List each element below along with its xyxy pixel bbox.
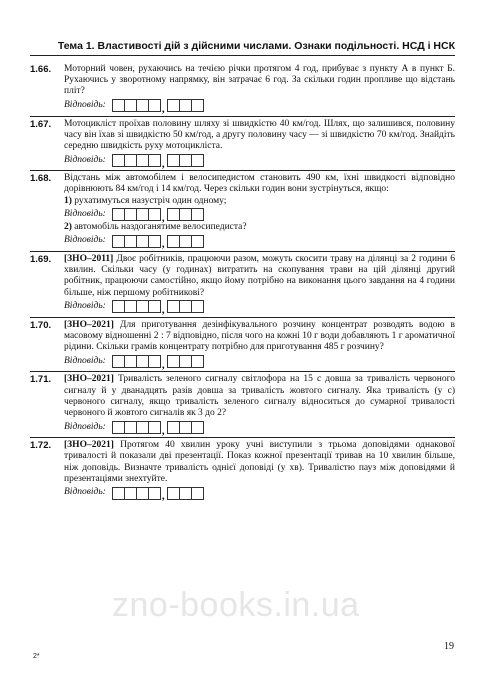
answer-cell[interactable] — [191, 487, 204, 500]
answer-row — [64, 300, 455, 314]
answer-cell[interactable] — [148, 154, 161, 167]
answer-cell[interactable] — [191, 99, 204, 112]
problem-1-69 — [30, 252, 455, 318]
problem-statement: Протягом 40 хвилин уроку учні виступили з трьома доповідями однакової тривалості й показали дві презентації. Показ кожної презентації тривав на 10 хвилин більше, ніж доповідь. Визначте тривалість однієї доповіді (у хв). Тривалістю пауз між доповідями й презентаціями знехтуйте. — [64, 440, 456, 484]
problem-1-68 — [30, 171, 455, 252]
answer-row — [64, 234, 455, 248]
answer-cell[interactable] — [191, 154, 204, 167]
answer-cell[interactable] — [148, 99, 161, 112]
problem-number: 1.70. — [30, 319, 52, 331]
problem-number: 1.67. — [30, 118, 52, 130]
problem-body — [64, 173, 455, 248]
problem-1-66 — [30, 62, 455, 117]
problem-body — [64, 374, 455, 434]
answer-cells — [112, 421, 203, 434]
decimal-comma — [161, 357, 166, 368]
problem-number: 1.71. — [30, 374, 52, 386]
problem-text — [64, 320, 455, 354]
answer-cell[interactable] — [148, 208, 161, 221]
answer-cell[interactable] — [148, 355, 161, 368]
problem-1-72 — [30, 438, 455, 503]
page-header: Тема 1. Властивості дій з дійсними числами. Ознаки подільності. НСД і НСК — [30, 40, 455, 56]
problem-body — [64, 320, 455, 369]
watermark: zno-books.in.ua — [112, 586, 360, 624]
exam-source: [ЗНО–2021] — [64, 440, 114, 451]
answer-label: Відповідь: — [64, 235, 106, 246]
subquestion-text: рухатимуться назустріч один одному; — [74, 195, 227, 206]
subquestion-label: 2) — [64, 221, 72, 232]
subquestion-2 — [64, 222, 455, 233]
answer-row — [64, 354, 455, 368]
problem-body — [64, 254, 455, 314]
answer-cells — [112, 300, 203, 313]
decimal-comma — [161, 156, 166, 167]
decimal-comma — [161, 489, 166, 500]
problem-text: Відстань між автомобілем і велосипедистом становить 490 км, їхні швидкості відповідно дорівнюють 84 км/год і 14 км/год. Через скільки годин вони зустрінуться, якщо: — [64, 173, 455, 195]
decimal-comma — [161, 302, 166, 313]
answer-cells — [112, 355, 203, 368]
subquestion-label: 1) — [64, 195, 72, 206]
problem-statement: Двоє робітників, працюючи разом, можуть скосити траву на ділянці за 2 години 6 хвилин. Скільки часу (у годинах) витратить на скопування трави на цій ділянці другий робітник, працюючи самостійно, якщо йому потрібно на виконання цього завдання на 4 години більше, ніж першому робітникові? — [64, 254, 456, 298]
problem-1-70 — [30, 318, 455, 373]
answer-cell[interactable] — [148, 300, 161, 313]
answer-cell[interactable] — [191, 300, 204, 313]
answer-cell[interactable] — [148, 421, 161, 434]
answer-label: Відповідь: — [64, 421, 106, 432]
print-signature-mark: 2* — [33, 653, 40, 660]
answer-row — [64, 420, 455, 434]
answer-cells — [112, 208, 203, 221]
exam-source: [ЗНО–2011] — [64, 254, 114, 265]
answer-row — [64, 486, 455, 500]
problem-text — [64, 374, 455, 419]
problem-body — [64, 64, 455, 113]
answer-label: Відповідь: — [64, 209, 106, 220]
answer-label: Відповідь: — [64, 355, 106, 366]
problem-number: 1.72. — [30, 440, 52, 452]
problem-statement: Тривалість зеленого сигналу світлофора на 15 с довша за тривалість червоного сигналу й у дванадцять разів довша за тривалість жовтого сигналу. Яка тривалість (у с) червоного сигналу, якщо тривалість зеленого сигналу відноситься до сумарної тривалості червоного й жовтого сигналів як 3 до 2? — [64, 374, 456, 419]
decimal-comma — [161, 101, 166, 112]
subquestion-1 — [64, 196, 455, 207]
subquestion-text: автомобіль наздоганятиме велосипедиста? — [74, 221, 247, 232]
answer-row — [64, 208, 455, 222]
answer-label: Відповідь: — [64, 100, 106, 110]
page-number: 19 — [444, 641, 454, 652]
problem-number: 1.66. — [30, 64, 52, 75]
decimal-comma — [161, 210, 166, 221]
answer-cell[interactable] — [148, 487, 161, 500]
answer-cells — [112, 154, 203, 167]
problem-list — [30, 62, 455, 503]
answer-row — [64, 99, 455, 113]
problem-1-67 — [30, 117, 455, 172]
answer-label: Відповідь: — [64, 301, 106, 312]
problem-text — [64, 440, 455, 485]
problem-body — [64, 119, 455, 168]
problem-text: Моторний човен, рухаючись на течією річки протягом 4 год, прибуває з пункту А в пункт Б. Рухаючись у зворотному напрямку, він затрачає 6 год. За скільки годин пропливе що відстань пліт? — [64, 64, 455, 97]
answer-cell[interactable] — [191, 421, 204, 434]
answer-label: Відповідь: — [64, 154, 106, 165]
answer-cell[interactable] — [191, 355, 204, 368]
problem-number: 1.69. — [30, 254, 52, 266]
problem-number: 1.68. — [30, 173, 52, 185]
answer-cells — [112, 235, 203, 248]
problem-1-71 — [30, 372, 455, 438]
answer-cells — [112, 99, 203, 112]
problem-text — [64, 254, 455, 299]
answer-cell[interactable] — [191, 208, 204, 221]
answer-cells — [112, 487, 203, 500]
answer-cell[interactable] — [191, 235, 204, 248]
exam-source: [ЗНО–2021] — [64, 319, 114, 330]
decimal-comma — [161, 423, 166, 434]
problem-body — [64, 440, 455, 500]
answer-label: Відповідь: — [64, 487, 106, 498]
answer-row — [64, 153, 455, 167]
exam-source: [ЗНО–2021] — [64, 374, 114, 385]
problem-text: Мотоцикліст проїхав половину шляху зі швидкістю 40 км/год. Шлях, що залишився, половину часу він їхав зі швидкістю 50 км/год, а другу половину часу — зі швидкістю 70 км/год. Знайдіть середню швидкість руху мотоцикліста. — [64, 118, 455, 152]
answer-cell[interactable] — [148, 235, 161, 248]
problem-statement: Для приготування дезінфікувального розчину концентрат розводять водою в масовому відношенні 2 : 7 відповідно, після чого на кожні 10 г води добавляють 1 г ароматичної рідини. Скільки грамів концентрату потрібно для приготування 485 г розчину? — [64, 319, 456, 353]
decimal-comma — [161, 237, 166, 248]
